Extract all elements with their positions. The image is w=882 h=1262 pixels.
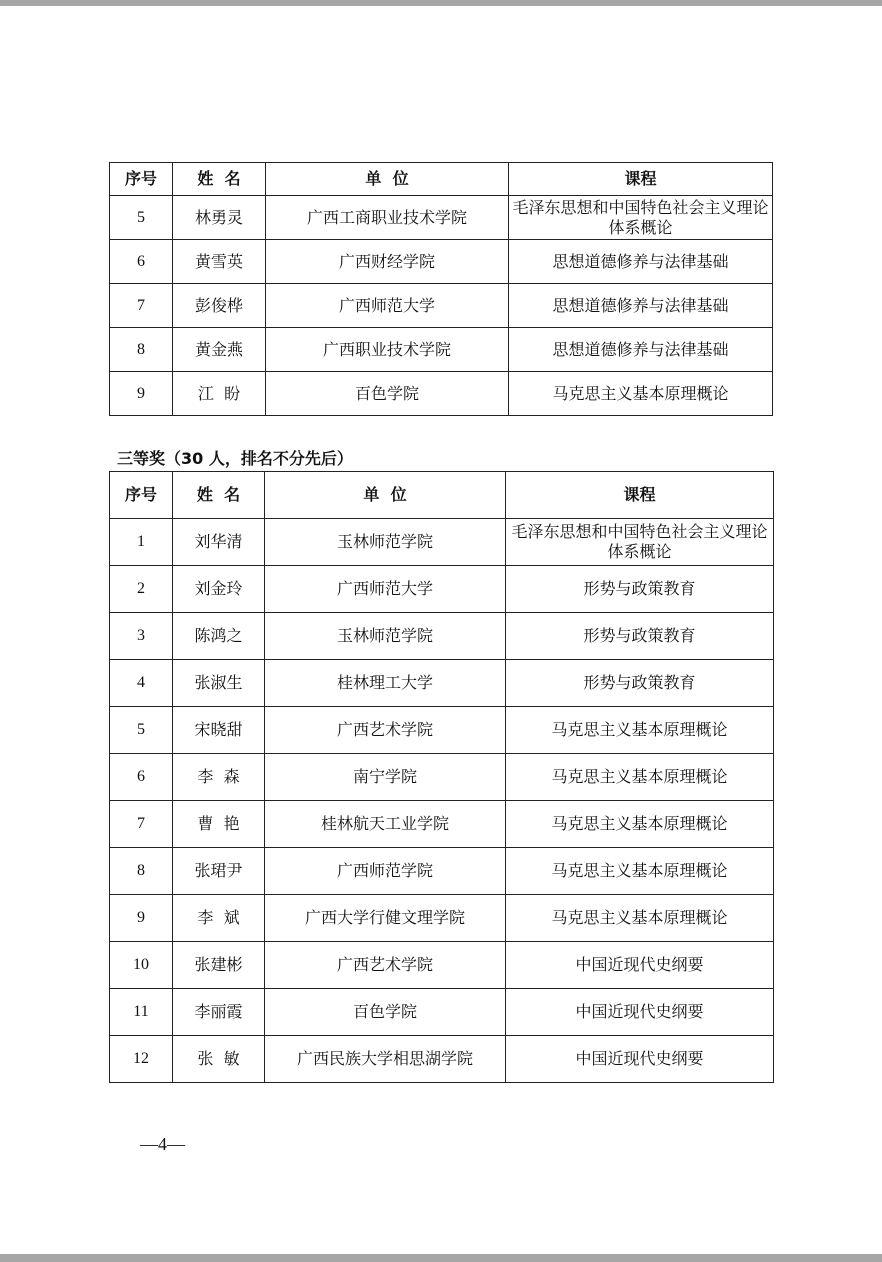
table-row: [110, 240, 773, 284]
third-prize-heading: 三等奖（30 人，排名不分先后）: [117, 449, 353, 468]
cell-course: 形势与政策教育: [506, 660, 774, 707]
cell-unit: 广西财经学院: [266, 240, 509, 284]
table-row: [110, 372, 773, 416]
cell-name: 李 森: [173, 754, 265, 801]
table-row: [110, 989, 774, 1036]
header-unit: 单 位: [266, 163, 509, 196]
header-unit: 单 位: [265, 472, 506, 519]
cell-index: 7: [110, 284, 173, 328]
header-course: 课程: [506, 472, 774, 519]
cell-name: 曹 艳: [173, 801, 265, 848]
cell-index: 6: [110, 754, 173, 801]
cell-index: 9: [110, 895, 173, 942]
cell-unit: 玉林师范学院: [265, 613, 506, 660]
cell-unit: 广西艺术学院: [265, 942, 506, 989]
table-row: [110, 660, 774, 707]
cell-name: 李 斌: [173, 895, 265, 942]
cell-unit: 广西师范大学: [265, 566, 506, 613]
cell-unit: 广西工商职业技术学院: [266, 196, 509, 240]
table-header-row: [110, 163, 773, 196]
table-row: [110, 848, 774, 895]
cell-course: 毛泽东思想和中国特色社会主义理论体系概论: [509, 196, 773, 240]
table-row: [110, 801, 774, 848]
cell-course: 马克思主义基本原理概论: [506, 754, 774, 801]
cell-name: 李丽霞: [173, 989, 265, 1036]
table-header-row: [110, 472, 774, 519]
cell-index: 8: [110, 328, 173, 372]
cell-index: 8: [110, 848, 173, 895]
cell-unit: 南宁学院: [265, 754, 506, 801]
cell-course: 思想道德修养与法律基础: [509, 328, 773, 372]
table-row: [110, 1036, 774, 1083]
table-row: [110, 895, 774, 942]
cell-course: 中国近现代史纲要: [506, 1036, 774, 1083]
cell-index: 1: [110, 519, 173, 566]
cell-name: 黄雪英: [173, 240, 266, 284]
cell-unit: 百色学院: [266, 372, 509, 416]
cell-unit: 广西大学行健文理学院: [265, 895, 506, 942]
cell-name: 张珺尹: [173, 848, 265, 895]
cell-index: 5: [110, 707, 173, 754]
cell-index: 12: [110, 1036, 173, 1083]
bottom-border-bar: [0, 1254, 882, 1262]
cell-name: 张建彬: [173, 942, 265, 989]
cell-name: 林勇灵: [173, 196, 266, 240]
third-prize-table: [109, 471, 774, 1083]
table-row: [110, 328, 773, 372]
table-row: [110, 196, 773, 240]
cell-index: 9: [110, 372, 173, 416]
cell-course: 马克思主义基本原理概论: [506, 895, 774, 942]
cell-course: 形势与政策教育: [506, 613, 774, 660]
cell-unit: 广西师范学院: [265, 848, 506, 895]
cell-course: 思想道德修养与法律基础: [509, 284, 773, 328]
cell-course: 毛泽东思想和中国特色社会主义理论体系概论: [506, 519, 774, 566]
cell-name: 刘金玲: [173, 566, 265, 613]
table-row: [110, 942, 774, 989]
cell-name: 刘华清: [173, 519, 265, 566]
cell-course: 中国近现代史纲要: [506, 942, 774, 989]
cell-course: 马克思主义基本原理概论: [506, 707, 774, 754]
cell-unit: 广西师范大学: [266, 284, 509, 328]
table-row: [110, 566, 774, 613]
award-table-continued: [109, 162, 773, 416]
cell-unit: 桂林理工大学: [265, 660, 506, 707]
cell-course: 思想道德修养与法律基础: [509, 240, 773, 284]
cell-unit: 广西民族大学相思湖学院: [265, 1036, 506, 1083]
cell-course: 中国近现代史纲要: [506, 989, 774, 1036]
top-border-bar: [0, 0, 882, 6]
header-name: 姓 名: [173, 163, 266, 196]
table-row: [110, 707, 774, 754]
cell-course: 马克思主义基本原理概论: [506, 848, 774, 895]
cell-unit: 桂林航天工业学院: [265, 801, 506, 848]
cell-name: 陈鸿之: [173, 613, 265, 660]
cell-index: 10: [110, 942, 173, 989]
cell-unit: 玉林师范学院: [265, 519, 506, 566]
cell-index: 5: [110, 196, 173, 240]
cell-name: 张淑生: [173, 660, 265, 707]
cell-index: 7: [110, 801, 173, 848]
cell-name: 彭俊桦: [173, 284, 266, 328]
cell-index: 11: [110, 989, 173, 1036]
cell-index: 2: [110, 566, 173, 613]
header-index: 序号: [110, 472, 173, 519]
cell-course: 形势与政策教育: [506, 566, 774, 613]
cell-name: 宋晓甜: [173, 707, 265, 754]
cell-unit: 百色学院: [265, 989, 506, 1036]
cell-index: 3: [110, 613, 173, 660]
cell-unit: 广西艺术学院: [265, 707, 506, 754]
table-row: [110, 754, 774, 801]
table-row: [110, 284, 773, 328]
cell-unit: 广西职业技术学院: [266, 328, 509, 372]
table-row: [110, 519, 774, 566]
header-name: 姓 名: [173, 472, 265, 519]
cell-name: 张 敏: [173, 1036, 265, 1083]
cell-index: 4: [110, 660, 173, 707]
cell-name: 黄金燕: [173, 328, 266, 372]
cell-course: 马克思主义基本原理概论: [509, 372, 773, 416]
cell-course: 马克思主义基本原理概论: [506, 801, 774, 848]
header-course: 课程: [509, 163, 773, 196]
cell-name: 江 盼: [173, 372, 266, 416]
table-row: [110, 613, 774, 660]
cell-index: 6: [110, 240, 173, 284]
header-index: 序号: [110, 163, 173, 196]
page-number: —4—: [140, 1134, 185, 1154]
